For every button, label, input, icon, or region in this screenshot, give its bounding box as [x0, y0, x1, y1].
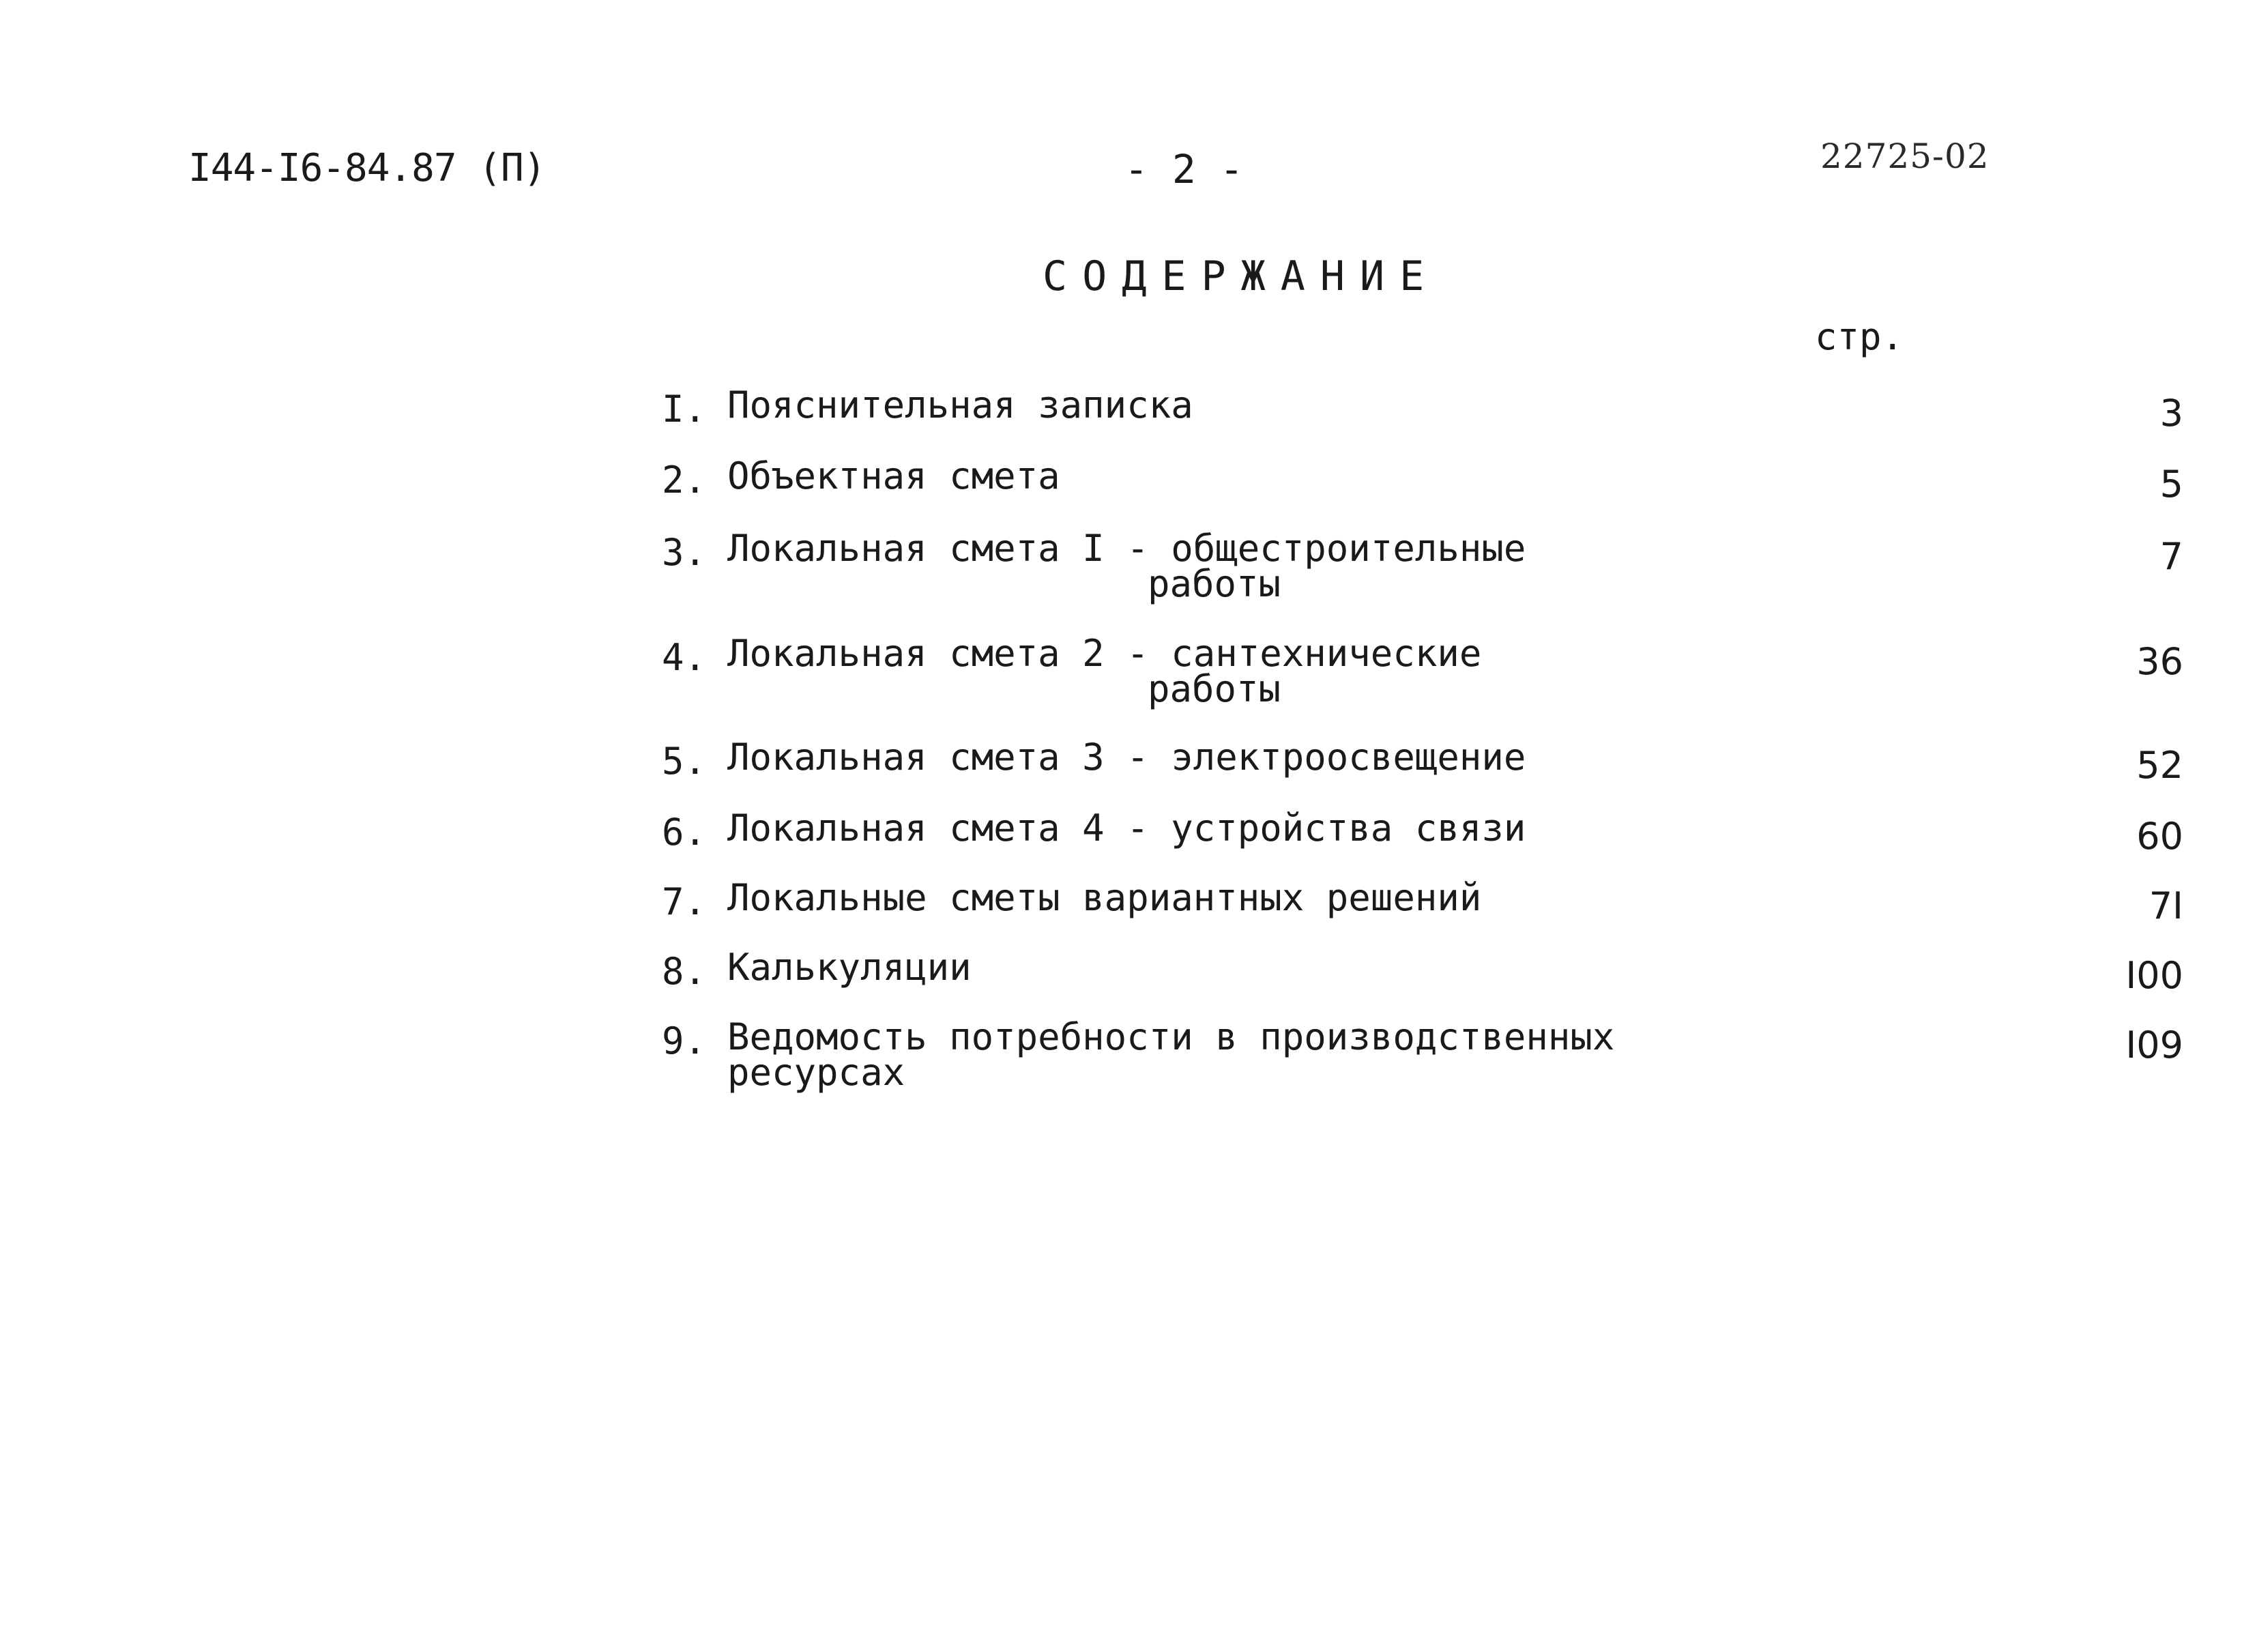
- entry-title: Объектная смета: [727, 454, 1060, 497]
- document-code: I44-I6-84.87 (П): [188, 146, 546, 190]
- stamp-number: 22725-02: [1820, 136, 1990, 176]
- entry-page: 5: [2159, 463, 2183, 506]
- entry-title: Ведомость потребности в производственных: [727, 1015, 1615, 1058]
- entry-title-continuation: ресурсах: [727, 1051, 905, 1094]
- entry-page: I00: [2125, 954, 2183, 997]
- page-column-label: стр.: [1815, 315, 1904, 358]
- entry-page: 3: [2159, 392, 2183, 435]
- entry-title: Пояснительная записка: [727, 383, 1193, 426]
- entry-page: I09: [2125, 1024, 2183, 1067]
- entry-page: 52: [2136, 744, 2183, 787]
- entry-number: 9.: [662, 1019, 707, 1062]
- entry-page: 7I: [2149, 884, 2183, 927]
- entry-number: 2.: [662, 459, 707, 502]
- entry-number: I.: [662, 388, 707, 431]
- entry-number: 3.: [662, 531, 707, 574]
- entry-number: 6.: [662, 811, 707, 854]
- entry-title-continuation: работы: [1148, 667, 1281, 710]
- page-number: - 2 -: [1124, 146, 1244, 192]
- entry-title: Локальная смета 4 - устройства связи: [727, 807, 1526, 850]
- entry-number: 7.: [662, 880, 707, 923]
- entry-number: 4.: [662, 636, 707, 679]
- entry-page: 60: [2136, 815, 2183, 858]
- page-title: СОДЕРЖАНИЕ: [1043, 252, 1440, 300]
- entry-title: Локальная смета 2 - сантехнические: [727, 632, 1482, 675]
- entry-page: 36: [2136, 640, 2183, 683]
- entry-number: 8.: [662, 950, 707, 993]
- entry-page: 7: [2159, 535, 2183, 578]
- entry-title: Калькуляции: [727, 946, 972, 989]
- entry-title: Локальные сметы вариантных решений: [727, 876, 1482, 919]
- entry-title: Локальная смета I - общестроительные: [727, 527, 1526, 570]
- entry-title: Локальная смета 3 - электроосвещение: [727, 736, 1526, 779]
- entry-number: 5.: [662, 740, 707, 783]
- entry-title-continuation: работы: [1148, 562, 1281, 605]
